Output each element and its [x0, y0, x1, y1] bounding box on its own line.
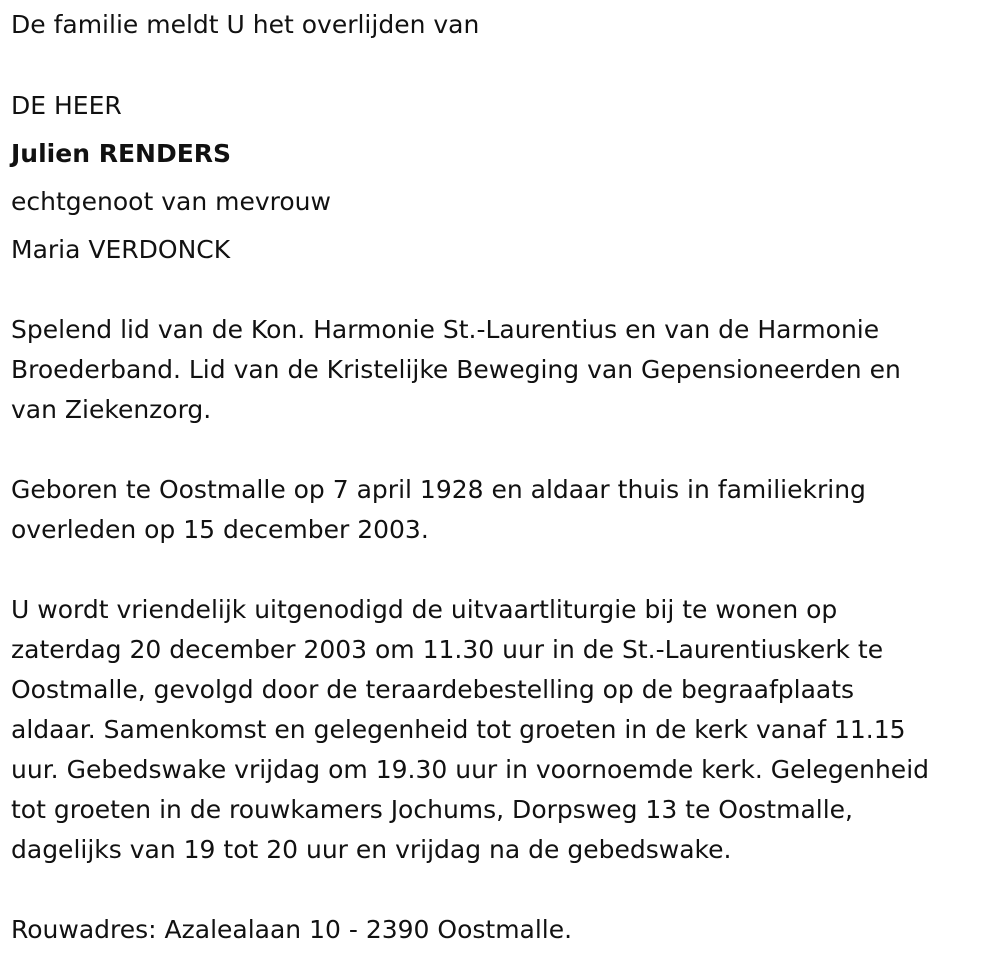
funeral-line: Oostmalle, gevolgd door de teraardebestelling op de begraafplaats [11, 675, 855, 704]
birth-death-line: overleden op 15 december 2003. [11, 515, 429, 544]
membership-line: Spelend lid van de Kon. Harmonie St.-Laurentius en van de Harmonie [11, 315, 880, 344]
deceased-name: Julien RENDERS [11, 139, 232, 168]
intro-text: De familie meldt U het overlijden van [11, 10, 480, 39]
birth-death-line: Geboren te Oostmalle op 7 april 1928 en aldaar thuis in familiekring [11, 475, 866, 504]
mourning-address: Rouwadres: Azalealaan 10 - 2390 Oostmalle. [11, 915, 573, 944]
title-text: DE HEER [11, 91, 122, 120]
spouse-name: Maria VERDONCK [11, 235, 231, 264]
funeral-line: dagelijks van 19 tot 20 uur en vrijdag na de gebedswake. [11, 835, 732, 864]
funeral-line: uur. Gebedswake vrijdag om 19.30 uur in voornoemde kerk. Gelegenheid [11, 755, 930, 784]
funeral-line: U wordt vriendelijk uitgenodigd de uitvaartliturgie bij te wonen op [11, 595, 838, 624]
membership-line: Broederband. Lid van de Kristelijke Beweging van Gepensioneerden en [11, 355, 901, 384]
membership-line: van Ziekenzorg. [11, 395, 212, 424]
funeral-line: aldaar. Samenkomst en gelegenheid tot groeten in de kerk vanaf 11.15 [11, 715, 906, 744]
funeral-line: tot groeten in de rouwkamers Jochums, Dorpsweg 13 te Oostmalle, [11, 795, 854, 824]
spouse-intro: echtgenoot van mevrouw [11, 187, 331, 216]
funeral-line: zaterdag 20 december 2003 om 11.30 uur in de St.-Laurentiuskerk te [11, 635, 884, 664]
